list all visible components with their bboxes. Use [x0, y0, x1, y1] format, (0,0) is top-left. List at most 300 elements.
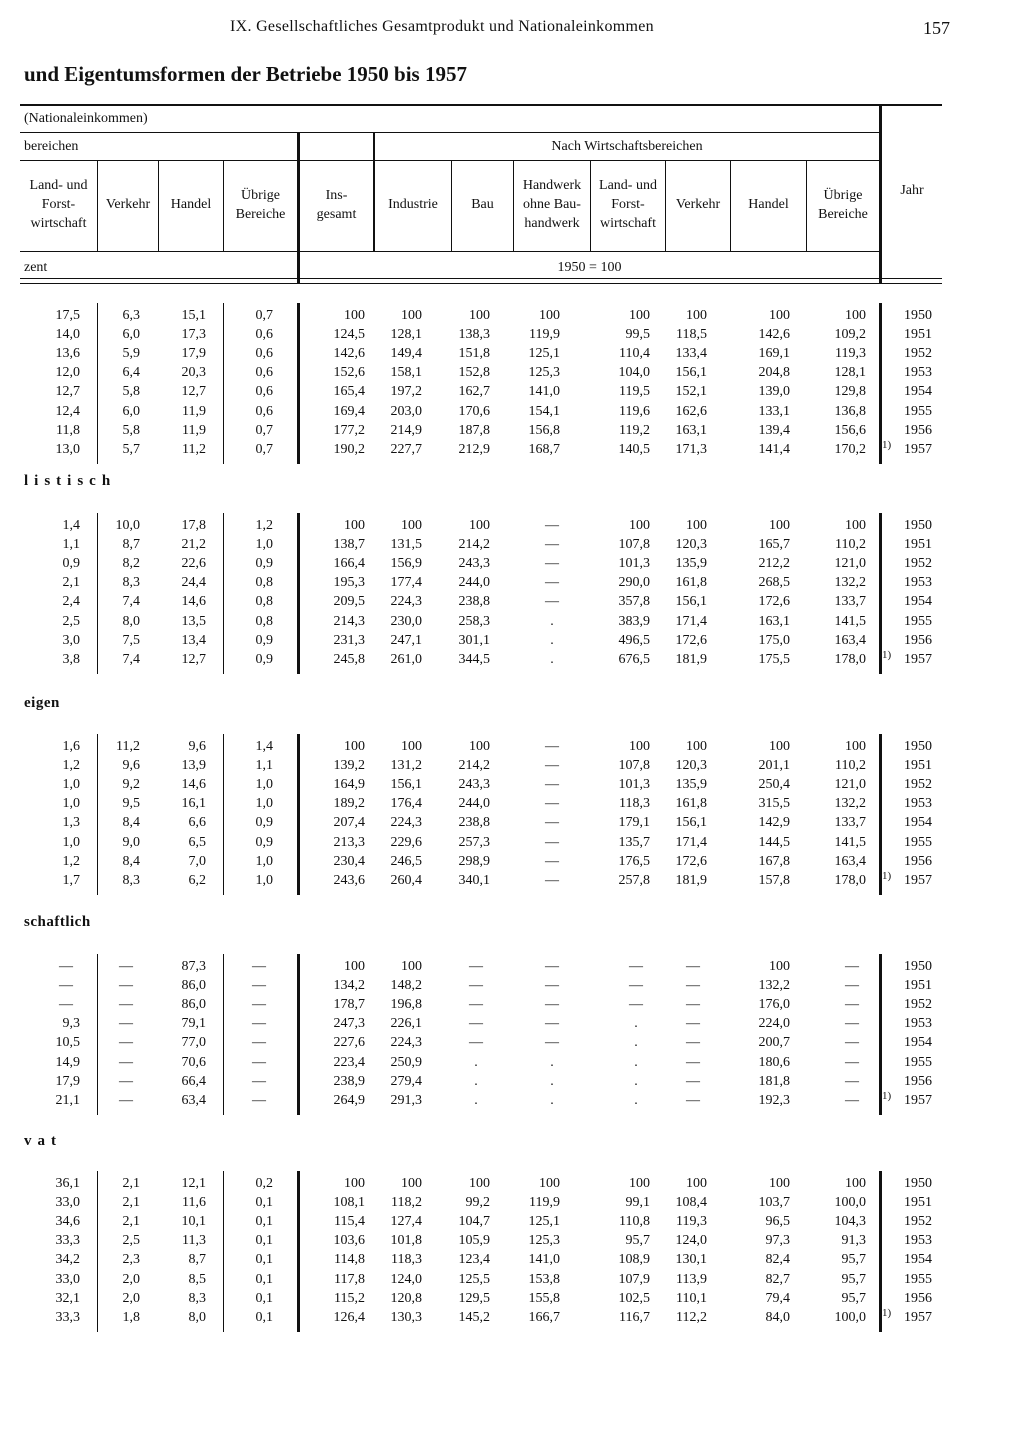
- table-cell: 0,7: [255, 422, 273, 438]
- year-cell: 1957: [904, 1092, 932, 1108]
- table-cell: 118,3: [391, 1252, 422, 1268]
- table-cell: —: [545, 1035, 559, 1051]
- table-cell: —: [845, 959, 859, 974]
- table-cell: —: [845, 1092, 859, 1108]
- table-cell: 178,7: [333, 997, 365, 1013]
- section-label: listisch: [24, 473, 117, 489]
- table-cell: 8,4: [122, 815, 140, 831]
- table-cell: 1,4: [62, 518, 80, 533]
- table-cell: 15,1: [181, 308, 206, 323]
- table-cell: 0,7: [255, 308, 273, 323]
- footnote-marker: 1): [882, 438, 892, 451]
- table-cell: 132,2: [834, 575, 866, 591]
- table-cell: 126,4: [333, 1309, 365, 1325]
- table-cell: 151,8: [458, 346, 490, 362]
- year-cell: 1954: [904, 384, 932, 400]
- table-cell: —: [252, 997, 266, 1013]
- table-cell: 214,9: [390, 422, 422, 438]
- table-cell: 104,7: [458, 1214, 490, 1230]
- year-cell: 1955: [904, 834, 932, 850]
- table-cell: 141,4: [758, 441, 790, 457]
- table-cell: 120,3: [675, 537, 707, 553]
- table-cell: 17,9: [55, 1073, 80, 1089]
- header-rule-1: [20, 132, 880, 133]
- table-cell: 34,6: [55, 1214, 80, 1230]
- table-cell: 12,7: [181, 651, 206, 667]
- table-cell: 315,5: [758, 796, 790, 812]
- column-header-uebrige-index: Übrige Bereiche: [818, 188, 868, 222]
- table-cell: 261,0: [390, 651, 422, 667]
- statistics-table: [20, 104, 942, 1337]
- table-cell: 128,1: [390, 327, 422, 343]
- table-cell: 0,2: [255, 1176, 273, 1191]
- table-cell: 238,8: [458, 815, 490, 831]
- column-rule: [223, 954, 224, 1115]
- table-cell: 8,5: [188, 1271, 206, 1287]
- table-cell: 99,1: [625, 1195, 650, 1211]
- table-cell: 107,9: [618, 1271, 650, 1287]
- table-cell: 95,7: [841, 1271, 866, 1287]
- table-cell: 238,8: [458, 594, 490, 610]
- table-cell: 123,4: [458, 1252, 490, 1268]
- table-cell: 1,0: [62, 834, 80, 850]
- table-cell: 357,8: [618, 594, 650, 610]
- table-cell: —: [686, 1054, 700, 1070]
- column-header-jahr: Jahr: [900, 183, 924, 198]
- table-cell: 121,0: [834, 777, 866, 793]
- table-cell: 32,1: [55, 1290, 80, 1306]
- table-cell: 172,6: [758, 594, 790, 610]
- table-cell: —: [845, 1035, 859, 1051]
- table-cell: 142,6: [758, 327, 790, 343]
- year-cell: 1954: [904, 1252, 932, 1268]
- table-cell: 200,7: [758, 1035, 790, 1051]
- table-cell: 100: [686, 1176, 707, 1191]
- table-cell: —: [252, 978, 266, 994]
- table-cell: 109,2: [834, 327, 866, 343]
- table-cell: 8,3: [122, 872, 140, 888]
- page-number: 157: [923, 18, 950, 38]
- table-cell: 133,1: [758, 403, 790, 419]
- table-cell: 13,5: [181, 613, 206, 629]
- table-cell: 298,9: [458, 853, 490, 869]
- year-cell: 1950: [904, 518, 932, 533]
- table-cell: 118,3: [619, 796, 650, 812]
- table-cell: —: [119, 959, 133, 974]
- header-group-left-top: (Nationaleinkommen): [24, 111, 148, 126]
- table-cell: 161,8: [675, 796, 707, 812]
- table-cell: 84,0: [765, 1309, 790, 1325]
- table-cell: 14,9: [55, 1054, 80, 1070]
- table-cell: 0,9: [255, 834, 273, 850]
- table-cell: 8,2: [122, 556, 140, 572]
- table-cell: 10,5: [55, 1035, 80, 1051]
- table-cell: —: [469, 1016, 483, 1032]
- table-cell: 125,3: [528, 365, 560, 381]
- table-cell: 0,1: [255, 1290, 273, 1306]
- table-cell: 125,5: [458, 1271, 490, 1287]
- table-cell: —: [545, 815, 559, 831]
- table-cell: 16,1: [181, 796, 206, 812]
- table-cell: —: [252, 1054, 266, 1070]
- table-cell: 197,2: [390, 384, 422, 400]
- table-cell: 99,5: [625, 327, 650, 343]
- table-cell: 100: [686, 518, 707, 533]
- table-cell: 36,1: [55, 1176, 80, 1191]
- table-cell: .: [634, 1016, 638, 1032]
- table-cell: —: [119, 1016, 133, 1032]
- table-cell: 177,2: [333, 422, 365, 438]
- column-header-insgesamt: Ins- gesamt: [316, 188, 357, 222]
- table-cell: .: [634, 1054, 638, 1070]
- table-cell: 12,0: [55, 365, 80, 381]
- table-cell: 8,0: [188, 1309, 206, 1325]
- table-cell: 119,3: [676, 1214, 707, 1230]
- table-cell: 142,9: [758, 815, 790, 831]
- table-cell: .: [634, 1035, 638, 1051]
- table-cell: 100: [539, 308, 560, 323]
- table-cell: 20,3: [181, 365, 206, 381]
- table-cell: 100: [769, 1176, 790, 1191]
- table-cell: 161,8: [675, 575, 707, 591]
- table-cell: 166,4: [333, 556, 365, 572]
- table-cell: 212,9: [458, 441, 490, 457]
- table-cell: —: [545, 575, 559, 591]
- table-cell: 3,0: [62, 632, 80, 648]
- header-group-left: bereichen: [24, 139, 79, 154]
- table-cell: 22,6: [181, 556, 206, 572]
- table-cell: 203,0: [390, 403, 422, 419]
- table-cell: .: [550, 632, 554, 648]
- table-cell: 100: [686, 308, 707, 323]
- table-cell: 1,0: [62, 796, 80, 812]
- table-cell: 100,0: [834, 1195, 866, 1211]
- table-cell: 120,8: [390, 1290, 422, 1306]
- table-cell: 162,6: [675, 403, 707, 419]
- table-cell: 11,9: [182, 403, 206, 419]
- header-group-right: Nach Wirtschaftsbereichen: [551, 139, 703, 154]
- table-cell: 100: [401, 739, 422, 754]
- table-cell: 101,3: [618, 777, 650, 793]
- table-cell: 156,1: [675, 815, 707, 831]
- table-cell: 164,9: [333, 777, 365, 793]
- table-cell: 264,9: [333, 1092, 365, 1108]
- table-cell: 158,1: [390, 365, 422, 381]
- table-cell: 1,0: [255, 777, 273, 793]
- table-cell: 170,2: [834, 441, 866, 457]
- year-cell: 1950: [904, 959, 932, 974]
- table-cell: —: [252, 1035, 266, 1051]
- table-cell: 154,1: [528, 403, 560, 419]
- table-cell: 110,2: [835, 758, 866, 774]
- table-cell: 100: [629, 739, 650, 754]
- table-cell: 136,8: [834, 403, 866, 419]
- table-cell: 9,3: [62, 1016, 80, 1032]
- table-cell: 163,4: [834, 632, 866, 648]
- table-cell: 279,4: [390, 1073, 422, 1089]
- table-cell: 66,4: [181, 1073, 206, 1089]
- table-cell: 171,4: [675, 834, 707, 850]
- table-cell: 207,4: [333, 815, 365, 831]
- table-cell: 213,3: [333, 834, 365, 850]
- table-cell: 245,8: [333, 651, 365, 667]
- table-cell: 33,0: [55, 1271, 80, 1287]
- table-cell: 11,8: [56, 422, 80, 438]
- table-cell: 1,2: [62, 853, 80, 869]
- table-cell: 0,6: [255, 384, 273, 400]
- year-cell: 1957: [904, 441, 932, 457]
- table-cell: —: [845, 997, 859, 1013]
- year-cell: 1954: [904, 1035, 932, 1051]
- table-cell: 1,6: [62, 739, 80, 754]
- footnote-marker: 1): [882, 648, 892, 661]
- table-cell: —: [686, 997, 700, 1013]
- table-cell: 676,5: [618, 651, 650, 667]
- year-cell: 1952: [904, 1214, 932, 1230]
- table-cell: —: [845, 1073, 859, 1089]
- table-cell: —: [469, 997, 483, 1013]
- table-cell: —: [119, 1092, 133, 1108]
- table-cell: 1,7: [62, 872, 80, 888]
- footnote-marker: 1): [882, 1089, 892, 1102]
- table-cell: 100: [401, 1176, 422, 1191]
- table-cell: 124,5: [333, 327, 365, 343]
- column-header-bau: Bau: [471, 197, 494, 212]
- table-cell: 103,6: [333, 1233, 365, 1249]
- table-cell: 224,3: [390, 815, 422, 831]
- table-cell: 224,3: [390, 594, 422, 610]
- table-cell: 10,1: [181, 1214, 206, 1230]
- footnote-marker: 1): [882, 869, 892, 882]
- table-cell: 13,0: [55, 441, 80, 457]
- table-cell: 156,9: [390, 556, 422, 572]
- table-cell: 110,8: [619, 1214, 650, 1230]
- table-cell: 8,7: [188, 1252, 206, 1268]
- table-cell: 175,0: [758, 632, 790, 648]
- table-cell: 2,1: [62, 575, 80, 591]
- table-cell: 227,7: [390, 441, 422, 457]
- header-rule-2: [20, 160, 880, 161]
- table-cell: —: [252, 1073, 266, 1089]
- table-cell: 118,2: [391, 1195, 422, 1211]
- table-cell: —: [629, 959, 643, 974]
- table-cell: —: [545, 518, 559, 533]
- section-label: eigen: [24, 695, 60, 711]
- table-cell: —: [545, 739, 559, 754]
- table-cell: 0,1: [255, 1252, 273, 1268]
- table-cell: 9,2: [122, 777, 140, 793]
- table-cell: 120,3: [675, 758, 707, 774]
- table-cell: 100: [469, 308, 490, 323]
- table-cell: 169,1: [758, 346, 790, 362]
- table-cell: 95,7: [841, 1290, 866, 1306]
- table-cell: 132,2: [758, 978, 790, 994]
- table-cell: 0,1: [255, 1214, 273, 1230]
- table-cell: 0,1: [255, 1195, 273, 1211]
- table-cell: 260,4: [390, 872, 422, 888]
- year-cell: 1954: [904, 815, 932, 831]
- table-cell: 2,0: [122, 1271, 140, 1287]
- table-cell: 181,9: [675, 651, 707, 667]
- table-cell: 0,8: [255, 594, 273, 610]
- table-cell: .: [550, 1092, 554, 1108]
- table-cell: 0,9: [62, 556, 80, 572]
- table-cell: 152,1: [675, 384, 707, 400]
- table-cell: 100: [469, 1176, 490, 1191]
- year-cell: 1951: [904, 327, 932, 343]
- table-cell: 107,8: [618, 537, 650, 553]
- table-cell: —: [252, 1016, 266, 1032]
- table-cell: 0,1: [255, 1271, 273, 1287]
- table-cell: 116,7: [619, 1309, 650, 1325]
- table-cell: 144,5: [758, 834, 790, 850]
- table-cell: 100: [344, 1176, 365, 1191]
- table-cell: 100: [769, 959, 790, 974]
- table-cell: 187,8: [458, 422, 490, 438]
- table-cell: 1,1: [62, 537, 80, 553]
- table-cell: 204,8: [758, 365, 790, 381]
- table-cell: —: [545, 1016, 559, 1032]
- table-cell: 0,6: [255, 327, 273, 343]
- table-cell: 11,3: [182, 1233, 206, 1249]
- table-cell: 168,7: [528, 441, 560, 457]
- table-cell: 8,3: [188, 1290, 206, 1306]
- page-title: und Eigentumsformen der Betriebe 1950 bis 1957: [24, 62, 467, 86]
- table-cell: 133,7: [834, 594, 866, 610]
- table-cell: 100: [401, 518, 422, 533]
- year-cell: 1955: [904, 613, 932, 629]
- table-cell: 133,7: [834, 815, 866, 831]
- year-cell: 1955: [904, 1054, 932, 1070]
- table-cell: 100: [629, 308, 650, 323]
- table-cell: 3,8: [62, 651, 80, 667]
- table-cell: 177,4: [390, 575, 422, 591]
- table-cell: 12,1: [181, 1176, 206, 1191]
- table-cell: 6,6: [188, 815, 206, 831]
- table-cell: 291,3: [390, 1092, 422, 1108]
- table-cell: 100: [845, 739, 866, 754]
- column-header-handwerk: Handwerk ohne Bau- handwerk: [522, 178, 582, 231]
- table-cell: 170,6: [458, 403, 490, 419]
- table-cell: —: [545, 594, 559, 610]
- year-cell: 1952: [904, 346, 932, 362]
- table-cell: 100,0: [834, 1309, 866, 1325]
- table-top-rule: [20, 104, 942, 106]
- table-cell: 97,3: [765, 1233, 790, 1249]
- table-cell: 0,9: [255, 632, 273, 648]
- table-cell: 243,3: [458, 556, 490, 572]
- table-cell: 190,2: [333, 441, 365, 457]
- running-header: IX. Gesellschaftliches Gesamtprodukt und Nationaleinkommen: [230, 18, 654, 35]
- header-rule-4: [20, 278, 942, 279]
- table-cell: 12,4: [55, 403, 80, 419]
- table-cell: .: [474, 1092, 478, 1108]
- table-cell: 268,5: [758, 575, 790, 591]
- table-cell: 230,4: [333, 853, 365, 869]
- table-cell: 153,8: [528, 1271, 560, 1287]
- table-cell: .: [474, 1054, 478, 1070]
- table-cell: 82,4: [765, 1252, 790, 1268]
- table-cell: 100: [769, 518, 790, 533]
- table-cell: 119,9: [529, 1195, 560, 1211]
- table-cell: 8,0: [122, 613, 140, 629]
- table-cell: 0,6: [255, 403, 273, 419]
- table-cell: 340,1: [458, 872, 490, 888]
- table-cell: —: [119, 1054, 133, 1070]
- year-cell: 1953: [904, 1016, 932, 1032]
- table-cell: 96,5: [765, 1214, 790, 1230]
- table-cell: 7,0: [188, 853, 206, 869]
- table-cell: —: [629, 997, 643, 1013]
- table-cell: 131,5: [390, 537, 422, 553]
- table-cell: 1,2: [255, 518, 273, 533]
- table-cell: 13,6: [55, 346, 80, 362]
- table-cell: —: [845, 1054, 859, 1070]
- table-cell: 196,8: [390, 997, 422, 1013]
- table-cell: 201,1: [758, 758, 790, 774]
- table-cell: 13,9: [181, 758, 206, 774]
- table-cell: —: [545, 853, 559, 869]
- table-cell: 1,0: [62, 777, 80, 793]
- table-cell: 131,2: [390, 758, 422, 774]
- table-cell: 0,7: [255, 441, 273, 457]
- table-cell: 108,1: [333, 1195, 365, 1211]
- table-cell: 100: [469, 518, 490, 533]
- table-cell: 33,3: [55, 1309, 80, 1325]
- table-cell: 11,6: [182, 1195, 206, 1211]
- table-cell: 117,8: [334, 1271, 365, 1287]
- table-cell: 209,5: [333, 594, 365, 610]
- table-cell: 119,3: [835, 346, 866, 362]
- table-cell: 139,4: [758, 422, 790, 438]
- table-cell: 6,0: [122, 327, 140, 343]
- table-cell: 167,8: [758, 853, 790, 869]
- table-cell: —: [252, 1092, 266, 1108]
- table-cell: 77,0: [181, 1035, 206, 1051]
- table-cell: 5,9: [122, 346, 140, 362]
- table-cell: 238,9: [333, 1073, 365, 1089]
- table-cell: —: [629, 978, 643, 994]
- table-cell: 99,2: [465, 1195, 490, 1211]
- year-cell: 1953: [904, 1233, 932, 1249]
- column-rule: [97, 954, 98, 1115]
- table-cell: 108,4: [675, 1195, 707, 1211]
- year-cell: 1955: [904, 403, 932, 419]
- table-cell: 2,1: [122, 1214, 140, 1230]
- table-cell: 135,9: [675, 556, 707, 572]
- table-cell: 247,1: [390, 632, 422, 648]
- table-cell: 1,3: [62, 815, 80, 831]
- year-cell: 1956: [904, 422, 932, 438]
- table-cell: 128,1: [834, 365, 866, 381]
- table-cell: 229,6: [390, 834, 422, 850]
- table-cell: —: [545, 537, 559, 553]
- table-cell: 1,2: [62, 758, 80, 774]
- table-cell: 101,3: [618, 556, 650, 572]
- table-cell: 119,6: [619, 403, 650, 419]
- table-cell: 100: [344, 308, 365, 323]
- table-cell: 156,1: [390, 777, 422, 793]
- table-cell: 10,0: [115, 518, 140, 533]
- table-cell: 171,3: [675, 441, 707, 457]
- column-header-verkehr-index: Verkehr: [675, 197, 721, 212]
- table-cell: 102,5: [618, 1290, 650, 1306]
- table-cell: 8,3: [122, 575, 140, 591]
- table-cell: 7,4: [122, 651, 140, 667]
- table-cell: 14,0: [55, 327, 80, 343]
- table-cell: 156,1: [675, 365, 707, 381]
- table-cell: 139,0: [758, 384, 790, 400]
